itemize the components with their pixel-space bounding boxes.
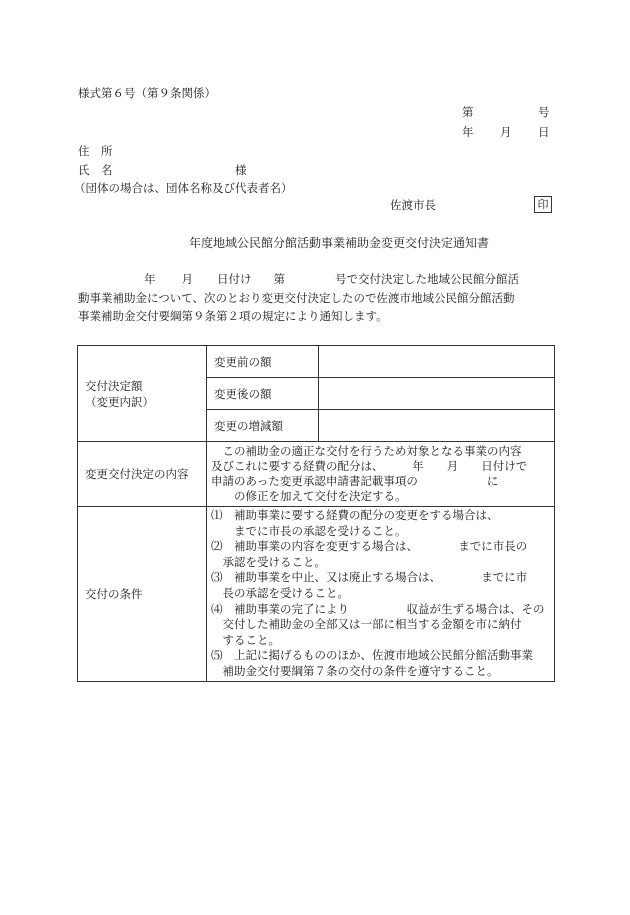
diff-amount-value: [319, 410, 555, 442]
date-day-label: 日: [538, 125, 550, 139]
date-year-label: 年: [462, 125, 474, 139]
content-line: 及びこれに要する経費の配分は、 年 月 日付けで: [211, 459, 528, 473]
condition-line: 交付した補助金の全部又は一部に相当する金額を市に納付: [211, 617, 522, 632]
decision-table: [77, 345, 555, 682]
before-amount-value: [319, 346, 555, 378]
content-line: 申請のあった変更承認申請書記載事項の に: [211, 474, 499, 488]
condition-line: ⑶ 補助事業を中止、又は廃止する場合は、 までに市: [211, 570, 528, 585]
honorific-sama: 様: [235, 163, 247, 177]
number-label-dai: 第: [462, 105, 474, 119]
date-month-label: 月: [500, 125, 512, 139]
condition-line: ⑸ 上記に掲げるもののほか、佐渡市地域公民館分館活動事業: [211, 648, 533, 663]
diff-amount-label: 変更の増減額: [207, 410, 319, 442]
amount-header-line-2: （変更内訳）: [85, 394, 154, 409]
document-title: 年度地域公民館分館活動事業補助金変更交付決定通知書: [189, 236, 490, 250]
condition-line: 承認を受けること。: [211, 554, 326, 569]
before-amount-label: 変更前の額: [207, 346, 319, 378]
amount-header-line-1: 交付決定額: [85, 378, 143, 393]
content-line: の修正を加えて交付を決定する。: [211, 489, 407, 503]
number-label-go: 号: [538, 105, 550, 119]
intro-line-1: 年 月 日付け 第 号で交付決定した地域公民館分館活: [144, 272, 519, 286]
condition-line: 長の承認を受けること。: [211, 585, 349, 600]
condition-line: ⑵ 補助事業の内容を変更する場合は、 までに市長の: [211, 539, 528, 554]
condition-line: ⑴ 補助事業に要する経費の配分の変更をする場合は、: [211, 508, 499, 522]
group-note: （団体の場合は、団体名称及び代表者名）: [74, 181, 293, 195]
after-amount-value: [319, 378, 555, 410]
content-line: この補助金の適正な交付を行うため対象となる事業の内容: [211, 444, 522, 458]
name-label: 氏 名: [78, 163, 113, 177]
amount-header-cell: [78, 346, 207, 442]
intro-line-2: 動事業補助金について、次のとおり変更交付決定したので佐渡市地域公民館分館活動: [78, 290, 515, 305]
condition-line: ⑷ 補助事業の完了により 収益が生ずる場合は、その: [211, 601, 545, 616]
issuer-name: 佐渡市長: [390, 198, 436, 212]
intro-line-3: 事業補助金交付要綱第９条第２項の規定により通知します。: [78, 309, 388, 323]
address-label: 住 所: [78, 144, 113, 158]
form-number: 様式第６号（第９条関係）: [78, 86, 216, 100]
intro-paragraph: [78, 270, 558, 326]
seal-stamp: 印: [534, 196, 552, 213]
condition-line: 補助金交付要綱第７条の交付の条件を遵守すること。: [211, 663, 499, 678]
conditions-cell: [207, 507, 555, 682]
content-cell: [207, 442, 555, 507]
condition-line: すること。: [211, 632, 280, 647]
content-header-cell: 変更交付決定の内容: [78, 442, 207, 507]
after-amount-label: 変更後の額: [207, 378, 319, 410]
conditions-header-cell: 交付の条件: [78, 507, 207, 682]
condition-line: までに市長の承認を受けること。: [211, 523, 407, 538]
